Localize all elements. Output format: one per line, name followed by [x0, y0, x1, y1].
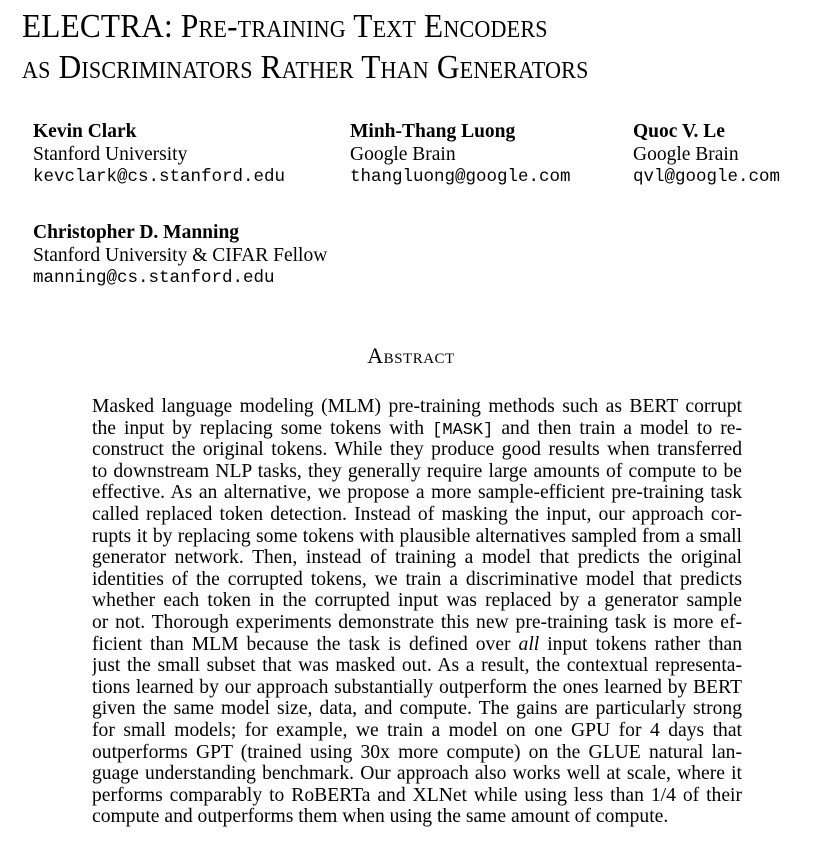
author-block-kevin-clark: [33, 120, 285, 189]
abstract-text: the input by replacing some tokens with: [92, 417, 433, 439]
abstract-line: guage understanding benchmark. Our approach also works well at scale, where it: [92, 763, 742, 785]
abstract-body: [92, 396, 742, 828]
abstract-line: tions learned by our approach substantially outperform the ones learned by BERT: [92, 676, 742, 698]
author-affiliation: Stanford University: [33, 144, 188, 165]
abstract-text: and then train a model to re-: [493, 417, 742, 439]
author-affiliation: Stanford University & CIFAR Fellow: [33, 245, 328, 266]
abstract-line: for small models; for example, we train a model on one GPU for 4 days that: [92, 719, 742, 741]
author-name: Quoc V. Le: [633, 121, 725, 142]
abstract-line: rupts it by replacing some tokens with plausible alternatives sampled from a small: [92, 525, 742, 547]
abstract-line: generator network. Then, instead of training a model that predicts the original: [92, 547, 742, 569]
abstract-text: input tokens rather than: [539, 633, 742, 655]
abstract-line: just the small subset that was masked out. As a result, the contextual representa-: [92, 655, 742, 677]
mask-token-code: [MASK]: [432, 420, 494, 440]
author-email: kevclark@cs.stanford.edu: [33, 167, 286, 187]
abstract-line: [92, 634, 742, 656]
abstract-text: ficient than MLM because the task is defined over: [92, 633, 519, 655]
author-name: Kevin Clark: [33, 121, 137, 142]
abstract-line: given the same model size, data, and compute. The gains are particularly strong: [92, 698, 742, 720]
abstract-line: to downstream NLP tasks, they generally require large amounts of compute to be: [92, 460, 742, 482]
author-affiliation: Google Brain: [633, 144, 739, 165]
author-block-minh-thang-luong: [350, 120, 571, 189]
abstract-line: whether each token in the corrupted input was replaced by a generator sample: [92, 590, 742, 612]
author-affiliation: Google Brain: [350, 144, 456, 165]
abstract-line: called replaced token detection. Instead of masking the input, our approach cor-: [92, 503, 742, 525]
author-block-christopher-manning: [33, 221, 327, 290]
abstract-line: performs comparably to RoBERTa and XLNet while using less than 1/4 of their: [92, 784, 742, 806]
author-block-quoc-le: [633, 120, 780, 189]
abstract-line: compute and outperforms them when using the same amount of compute.: [92, 806, 669, 828]
title-line-2: as Discriminators Rather Than Generators: [22, 49, 589, 86]
author-email: qvl@google.com: [633, 167, 781, 187]
paper-title: [22, 6, 749, 88]
abstract-heading: Abstract: [367, 343, 455, 368]
abstract-line: identities of the corrupted tokens, we train a discriminative model that predicts: [92, 568, 742, 590]
abstract-line: outperforms GPT (trained using 30x more compute) on the GLUE natural lan-: [92, 741, 742, 763]
abstract-line: [92, 418, 742, 440]
abstract-line: Masked language modeling (MLM) pre-training methods such as BERT corrupt: [92, 396, 742, 417]
author-email: thangluong@google.com: [350, 167, 571, 187]
abstract-line: construct the original tokens. While they produce good results when transferred: [92, 439, 742, 461]
abstract-line: or not. Thorough experiments demonstrate this new pre-training task is more ef-: [92, 611, 742, 633]
abstract-line: effective. As an alternative, we propose a more sample-efficient pre-training task: [92, 482, 742, 504]
emphasis-all: all: [518, 633, 540, 655]
author-name: Christopher D. Manning: [33, 222, 240, 243]
author-email: manning@cs.stanford.edu: [33, 268, 275, 288]
title-line-1: ELECTRA: Pre-training Text Encoders: [22, 8, 548, 45]
author-name: Minh-Thang Luong: [350, 121, 516, 142]
